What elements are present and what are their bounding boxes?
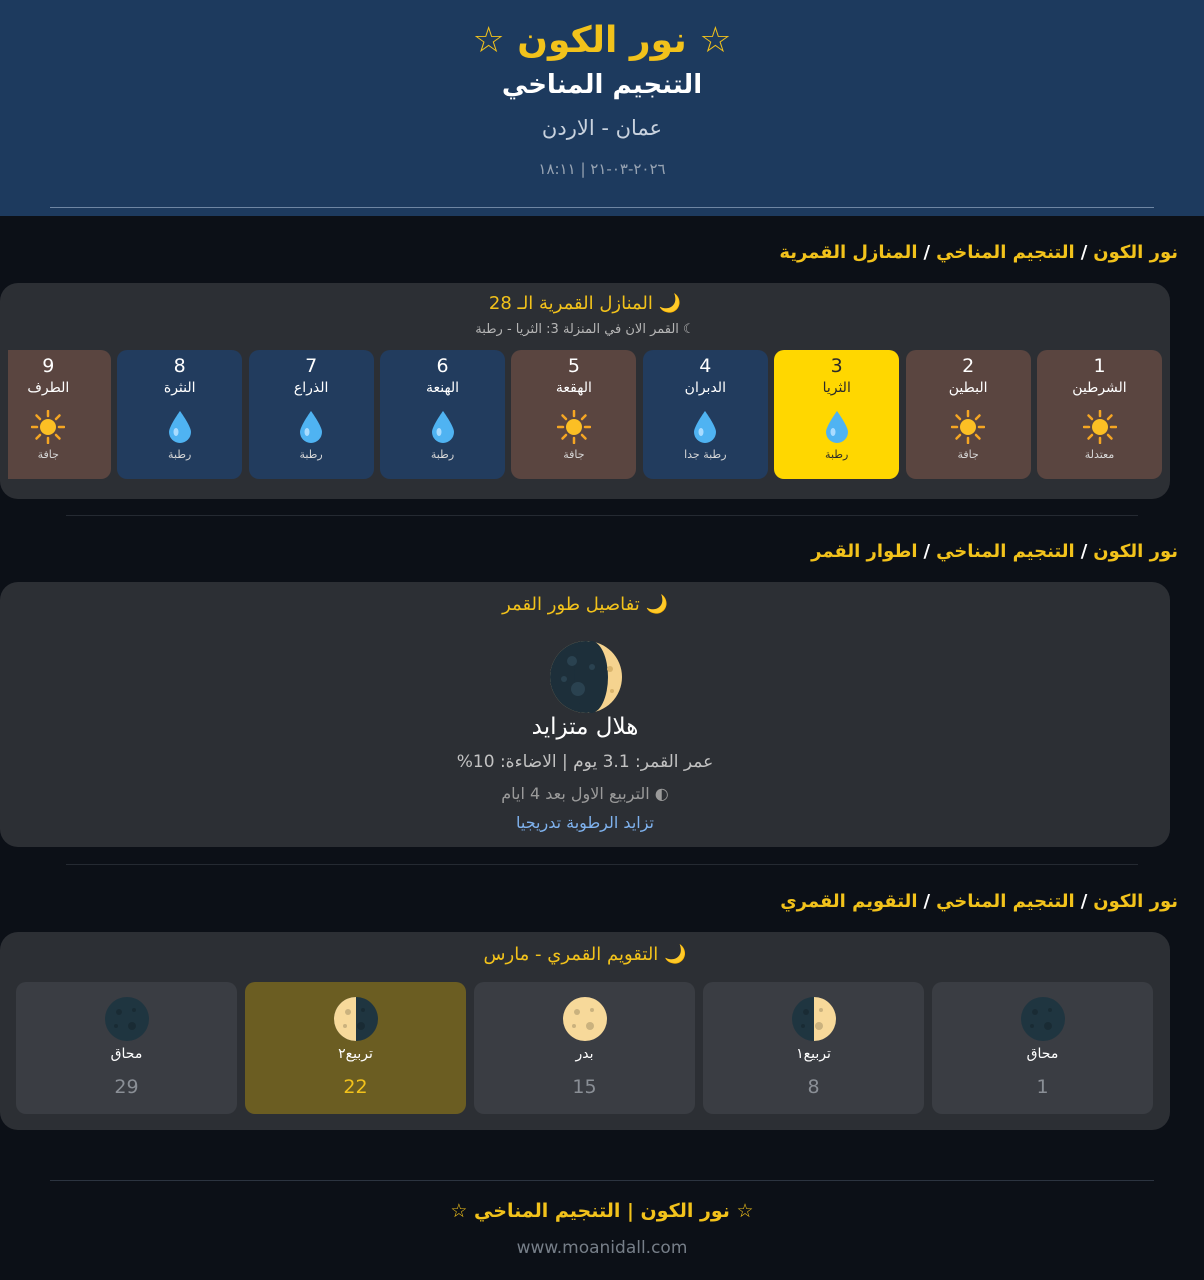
mansion-card[interactable] (380, 350, 505, 479)
calendar-day-cell[interactable] (16, 982, 237, 1114)
location-label: عمان - الاردن (541, 116, 663, 140)
mansion-card[interactable] (906, 350, 1031, 479)
datetime-label: ٢٠٢٦-٠٣-٢١ | ١٨:١١ (538, 160, 666, 178)
calendar-phase-label: بدر (575, 1046, 594, 1062)
mansion-number: 7 (305, 355, 318, 377)
mansion-card[interactable] (249, 350, 374, 479)
next-phase-note: ◐ التربيع الاول بعد 4 ايام (501, 784, 669, 803)
drop-icon (117, 410, 242, 444)
mansion-state: جافة (37, 448, 59, 461)
mansion-state: رطبة (430, 448, 455, 461)
calendar-day-number: 22 (343, 1076, 368, 1098)
mansion-name: الهقعة (555, 380, 592, 396)
mansion-card[interactable] (117, 350, 242, 479)
sun-icon (906, 410, 1031, 444)
mansion-state: رطبة جدا (684, 448, 727, 461)
site-header (0, 0, 1204, 216)
calendar-phase-label: محاق (110, 1046, 143, 1062)
drop-icon (643, 410, 768, 444)
current-mansion-note: ☾ القمر الان في المنزلة 3: الثريا - رطبة (475, 322, 695, 337)
humidity-note: تزايد الرطوبة تدريجيا (516, 813, 654, 832)
calendar-day-cell[interactable] (245, 982, 466, 1114)
mansion-name: الدبران (684, 380, 726, 396)
footer-url-link[interactable]: www.moanidall.com (516, 1238, 688, 1258)
breadcrumb-current[interactable]: التقويم القمري (780, 891, 918, 912)
mansion-number: 6 (436, 355, 449, 377)
breadcrumb-link-astrology[interactable]: التنجيم المناخي (936, 541, 1075, 562)
site-subtitle: التنجيم المناخي (501, 70, 703, 100)
mansion-number: 2 (962, 355, 975, 377)
section-divider (66, 864, 1138, 865)
phase-title: 🌙 تفاصيل طور القمر (502, 594, 668, 615)
calendar-phase-label: تربيع٢ (338, 1046, 373, 1062)
mansion-card[interactable] (643, 350, 768, 479)
mansion-name: البطين (948, 380, 988, 396)
section-divider (66, 515, 1138, 516)
calendar-day-number: 15 (572, 1076, 597, 1098)
mansion-state: رطبة (168, 448, 192, 461)
moon-phase-icon (1020, 996, 1066, 1042)
waxing-crescent-moon-icon (548, 639, 624, 715)
mansion-number: 8 (173, 355, 186, 377)
moon-age-illumination: عمر القمر: 3.1 يوم | الاضاءة: 10% (456, 752, 714, 772)
breadcrumb-phases: نور الكون/التنجيم المناخي/اطوار القمر (811, 541, 1178, 562)
breadcrumb-current[interactable]: المنازل القمرية (779, 242, 918, 263)
moon-phase-icon (791, 996, 837, 1042)
calendar-day-cell[interactable] (703, 982, 924, 1114)
calendar-day-number: 8 (807, 1076, 820, 1098)
sun-icon (8, 410, 111, 444)
moon-phase-icon (333, 996, 379, 1042)
calendar-phase-label: تربيع١ (796, 1046, 831, 1062)
mansion-name: الذراع (293, 380, 329, 396)
calendar-phase-label: محاق (1026, 1046, 1059, 1062)
mansion-name: الطرف (27, 380, 70, 396)
breadcrumb-link-home[interactable]: نور الكون (1093, 242, 1178, 263)
mansion-number: 3 (830, 355, 843, 377)
mansion-card[interactable] (8, 350, 111, 479)
footer-divider (50, 1180, 1154, 1181)
footer-brand: ☆ نور الكون | التنجيم المناخي ☆ (450, 1200, 754, 1222)
calendar-title: 🌙 التقويم القمري - مارس (483, 944, 687, 965)
drop-icon (774, 410, 899, 444)
drop-icon (249, 410, 374, 444)
calendar-day-cell[interactable] (932, 982, 1153, 1114)
moon-phase-card (0, 582, 1170, 847)
mansion-state: رطبة (299, 448, 323, 461)
moon-phase-icon (562, 996, 608, 1042)
mansion-card[interactable] (511, 350, 636, 479)
mansions-row (8, 350, 1162, 479)
breadcrumb-link-astrology[interactable]: التنجيم المناخي (936, 891, 1075, 912)
mansion-name: الثريا (822, 380, 851, 396)
mansion-number: 5 (567, 355, 580, 377)
phase-name: هلال متزايد (531, 714, 639, 740)
sun-icon (511, 410, 636, 444)
mansion-name: الهنعة (425, 380, 460, 396)
mansion-number: 1 (1093, 355, 1106, 377)
drop-icon (380, 410, 505, 444)
mansion-state: جافة (957, 448, 979, 461)
calendar-day-number: 29 (114, 1076, 139, 1098)
header-divider (50, 207, 1154, 208)
mansion-card[interactable] (1037, 350, 1162, 479)
mansion-name: النثرة (163, 380, 196, 396)
mansion-state: رطبة (825, 448, 849, 461)
moon-phase-icon (104, 996, 150, 1042)
breadcrumb-link-home[interactable]: نور الكون (1093, 891, 1178, 912)
mansion-state: معتدلة (1084, 448, 1115, 461)
sun-icon (1037, 410, 1162, 444)
calendar-day-number: 1 (1036, 1076, 1049, 1098)
breadcrumb-calendar: نور الكون/التنجيم المناخي/التقويم القمري (780, 891, 1178, 912)
lunar-mansions-card (0, 283, 1170, 499)
mansion-state: جافة (563, 448, 585, 461)
mansion-number: 4 (699, 355, 712, 377)
lunar-calendar-card (0, 932, 1170, 1130)
mansion-number: 9 (42, 355, 55, 377)
breadcrumb-mansions: نور الكون/التنجيم المناخي/المنازل القمرية (779, 242, 1178, 263)
mansions-title: 🌙 المنازل القمرية الـ 28 (488, 293, 682, 314)
mansion-name: الشرطين (1072, 380, 1127, 396)
site-brand: ☆ نور الكون ☆ (472, 20, 732, 61)
breadcrumb-link-astrology[interactable]: التنجيم المناخي (936, 242, 1075, 263)
calendar-day-cell[interactable] (474, 982, 695, 1114)
breadcrumb-current[interactable]: اطوار القمر (811, 541, 918, 562)
breadcrumb-link-home[interactable]: نور الكون (1093, 541, 1178, 562)
mansion-card[interactable] (774, 350, 899, 479)
